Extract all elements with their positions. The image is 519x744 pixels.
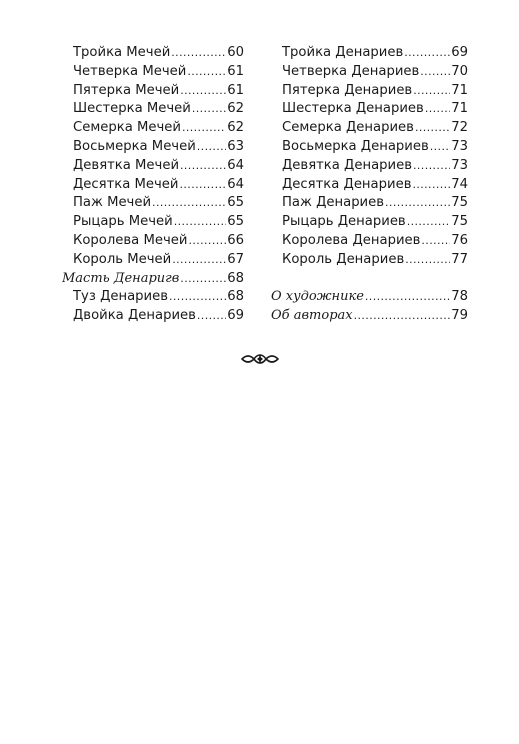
toc-entry (62, 44, 244, 63)
toc-entry-label: Масть Денаригв (62, 270, 180, 286)
toc-leader-dots (430, 138, 450, 157)
toc-entry-label: Туз Денариев (73, 289, 169, 305)
toc-page-number: 75 (451, 214, 468, 230)
toc-leader-dots (188, 232, 226, 251)
toc-entry-label: Рыцарь Денариев (282, 214, 406, 230)
toc-entry (62, 176, 244, 195)
toc-spacer (271, 270, 468, 289)
toc-entry-label: Паж Мечей (73, 195, 152, 211)
toc-entry (271, 100, 468, 119)
toc-leader-dots (404, 44, 450, 63)
toc-leader-dots (171, 44, 226, 63)
toc-entry (62, 119, 244, 138)
toc-leader-dots (420, 63, 450, 82)
toc-entry-label: Королева Мечей (73, 232, 188, 248)
toc-entry-label: Семерка Денариев (282, 120, 414, 136)
toc-page-number: 65 (227, 195, 244, 211)
toc-page-number: 79 (451, 308, 468, 324)
toc-entry (271, 288, 468, 307)
toc-page-number: 70 (451, 63, 468, 79)
toc-entry-label: Шестерка Мечей (73, 101, 191, 117)
toc-leader-dots (197, 307, 226, 326)
toc-page-number: 75 (451, 195, 468, 211)
toc-entry-label: Рыцарь Мечей (73, 214, 173, 230)
toc-page-number: 64 (227, 176, 244, 192)
toc-page-number: 68 (227, 270, 244, 286)
toc-leader-dots (385, 194, 450, 213)
toc-entry (271, 63, 468, 82)
toc-entry-label: Десятка Денариев (282, 176, 412, 192)
toc-entry-label: Девятка Мечей (73, 157, 180, 173)
toc-page-number: 77 (451, 251, 468, 267)
toc-leader-dots (197, 138, 226, 157)
toc-entry (271, 82, 468, 101)
toc-page-number: 68 (227, 289, 244, 305)
toc-entry (271, 119, 468, 138)
toc-leader-dots (152, 194, 226, 213)
toc-entry (271, 157, 468, 176)
toc-page-number: 72 (451, 120, 468, 136)
toc-page-number: 78 (451, 289, 468, 305)
toc-entry-label: Шестерка Денариев (282, 101, 424, 117)
toc-page-number: 71 (451, 101, 468, 117)
toc-entry-label: Об авторах (271, 308, 353, 324)
toc-leader-dots (413, 82, 450, 101)
toc-leader-dots (182, 119, 226, 138)
toc-page-number: 62 (227, 120, 244, 136)
toc-leader-dots (180, 176, 227, 195)
toc-entry-label: Королева Денариев (282, 232, 421, 248)
toc-entry (62, 307, 244, 326)
toc-leader-dots (421, 232, 450, 251)
toc-leader-dots (425, 100, 450, 119)
toc-entry-label: Тройка Мечей (73, 45, 171, 60)
toc-entry-label: Девятка Денариев (282, 157, 412, 173)
fleuron-ornament-icon (240, 352, 280, 366)
toc-leader-dots (413, 157, 450, 176)
toc-entry-label: Четверка Мечей (73, 63, 187, 79)
toc-page-number: 69 (227, 308, 244, 324)
toc-entry-label: Восьмерка Мечей (73, 138, 196, 154)
toc-page-number: 63 (227, 138, 244, 154)
toc-page-number: 69 (451, 45, 468, 60)
toc-page-number: 67 (227, 251, 244, 267)
toc-column-left (62, 44, 244, 326)
toc-entry (271, 44, 468, 63)
toc-entry (62, 82, 244, 101)
toc-leader-dots (180, 157, 226, 176)
toc-entry (271, 194, 468, 213)
toc-page-number: 76 (451, 232, 468, 248)
toc-entry-label: Паж Денариев (282, 195, 385, 211)
toc-entry (62, 232, 244, 251)
toc-page-number: 61 (227, 63, 244, 79)
toc-leader-dots (192, 100, 226, 119)
toc-entry-label: Двойка Денариев (73, 308, 196, 324)
toc-page-number: 74 (451, 176, 468, 192)
toc-entry (271, 251, 468, 270)
toc-entry-label: Тройка Денариев (282, 45, 404, 60)
toc-entry-label: О художнике (271, 289, 364, 305)
toc-entry (271, 213, 468, 232)
toc-entry (62, 288, 244, 307)
toc-entry (271, 232, 468, 251)
toc-entry (62, 251, 244, 270)
toc-leader-dots (354, 307, 451, 326)
toc-entry (62, 270, 244, 289)
toc-page-number: 65 (227, 214, 244, 230)
toc-page-number: 61 (227, 82, 244, 98)
toc-leader-dots (172, 251, 226, 270)
toc-entry-label: Пятерка Денариев (282, 82, 413, 98)
toc-leader-dots (412, 176, 450, 195)
toc-leader-dots (169, 288, 226, 307)
toc-entry (62, 100, 244, 119)
toc-entry-label: Пятерка Мечей (73, 82, 180, 98)
toc-page-number: 73 (451, 157, 468, 173)
toc-page-number: 66 (227, 232, 244, 248)
toc-entry (62, 157, 244, 176)
toc-entry (62, 213, 244, 232)
toc-column-right (271, 44, 468, 326)
toc-entry (271, 307, 468, 326)
toc-entry-label: Семерка Мечей (73, 120, 181, 136)
toc-page-number: 62 (227, 101, 244, 117)
toc-entry-label: Четверка Денариев (282, 63, 420, 79)
toc-page-number: 73 (451, 138, 468, 154)
toc-leader-dots (180, 270, 226, 289)
toc-entry-label: Десятка Мечей (73, 176, 179, 192)
toc-leader-dots (180, 82, 226, 101)
toc-leader-dots (415, 119, 450, 138)
toc-leader-dots (174, 213, 226, 232)
toc-entry (271, 138, 468, 157)
toc-entry-label: Король Денариев (282, 251, 405, 267)
toc-entry (271, 176, 468, 195)
toc-page-number: 71 (451, 82, 468, 98)
toc-leader-dots (407, 213, 451, 232)
toc-leader-dots (405, 251, 450, 270)
toc-page-number: 64 (227, 157, 244, 173)
toc-entry-label: Король Мечей (73, 251, 172, 267)
toc-entry-label: Восьмерка Денариев (282, 138, 429, 154)
toc-entry (62, 194, 244, 213)
toc-page-number: 60 (227, 45, 244, 60)
toc-leader-dots (365, 288, 450, 307)
toc-entry (62, 63, 244, 82)
toc-entry (62, 138, 244, 157)
toc-leader-dots (187, 63, 226, 82)
